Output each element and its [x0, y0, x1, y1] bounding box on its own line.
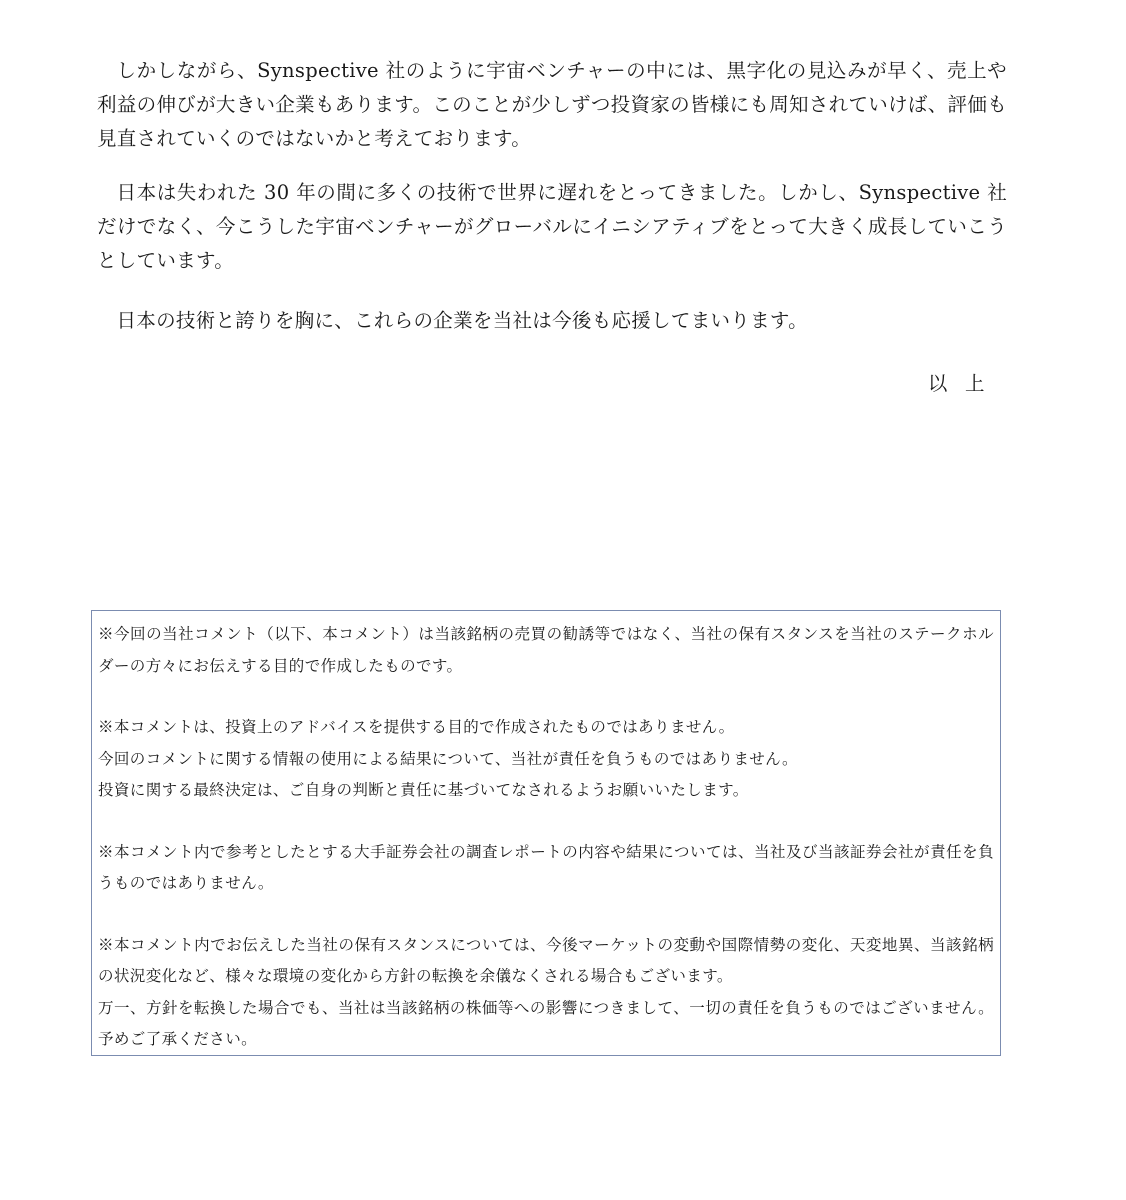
disclaimer-line: 投資に関する最終決定は、ご自身の判断と責任に基づいてなされるようお願いいたします。 — [98, 781, 749, 799]
disclaimer-line: 今回のコメントに関する情報の使用による結果について、当社が責任を負うものではありません。 — [98, 749, 798, 768]
body-paragraph-2: 日本は失われた 30 年の間に多くの技術で世界に遅れをとってきました。しかし、Synspective 社だけでなく、今こうした宇宙ベンチャーがグローバルにイニシアティブをとって大きく成長していこうとしています。 — [97, 181, 1007, 272]
body-paragraph-3: 日本の技術と誇りを胸に、これらの企業を当社は今後も応援してまいります。 — [116, 309, 808, 332]
closing-mark: 以上 — [927, 372, 1002, 395]
disclaimer-block-4 — [98, 930, 994, 1056]
body-paragraph-1: しかしながら、Synspective 社のように宇宙ベンチャーの中には、黒字化の見込みが早く、売上や利益の伸びが大きい企業もあります。このことが少しずつ投資家の皆様にも周知されていけば、評価も見直されていくのではないかと考えております。 — [97, 59, 1007, 150]
disclaimer-block-2 — [98, 712, 994, 807]
disclaimer-line: ※本コメントは、投資上のアドバイスを提供する目的で作成されたものではありません。 — [98, 718, 735, 736]
disclaimer-box — [91, 610, 1001, 1056]
disclaimer-line: ※本コメント内でお伝えした当社の保有スタンスについては、今後マーケットの変動や国際情勢の変化、天変地異、当該銘柄の状況変化など、様々な環境の変化から方針の転換を余儀なくされる場合もございます。 — [98, 935, 994, 985]
disclaimer-block-3: ※本コメント内で参考としたとする大手証券会社の調査レポートの内容や結果については、当社及び当該証券会社が責任を負うものではありません。 — [98, 842, 994, 892]
disclaimer-line: 万一、方針を転換した場合でも、当社は当該銘柄の株価等への影響につきまして、一切の責任を負うものではございません。予めご了承ください。 — [98, 998, 994, 1048]
disclaimer-block-1: ※今回の当社コメント（以下、本コメント）は当該銘柄の売買の勧誘等ではなく、当社の保有スタンスを当社のステークホルダーの方々にお伝えする目的で作成したものです。 — [98, 625, 994, 675]
